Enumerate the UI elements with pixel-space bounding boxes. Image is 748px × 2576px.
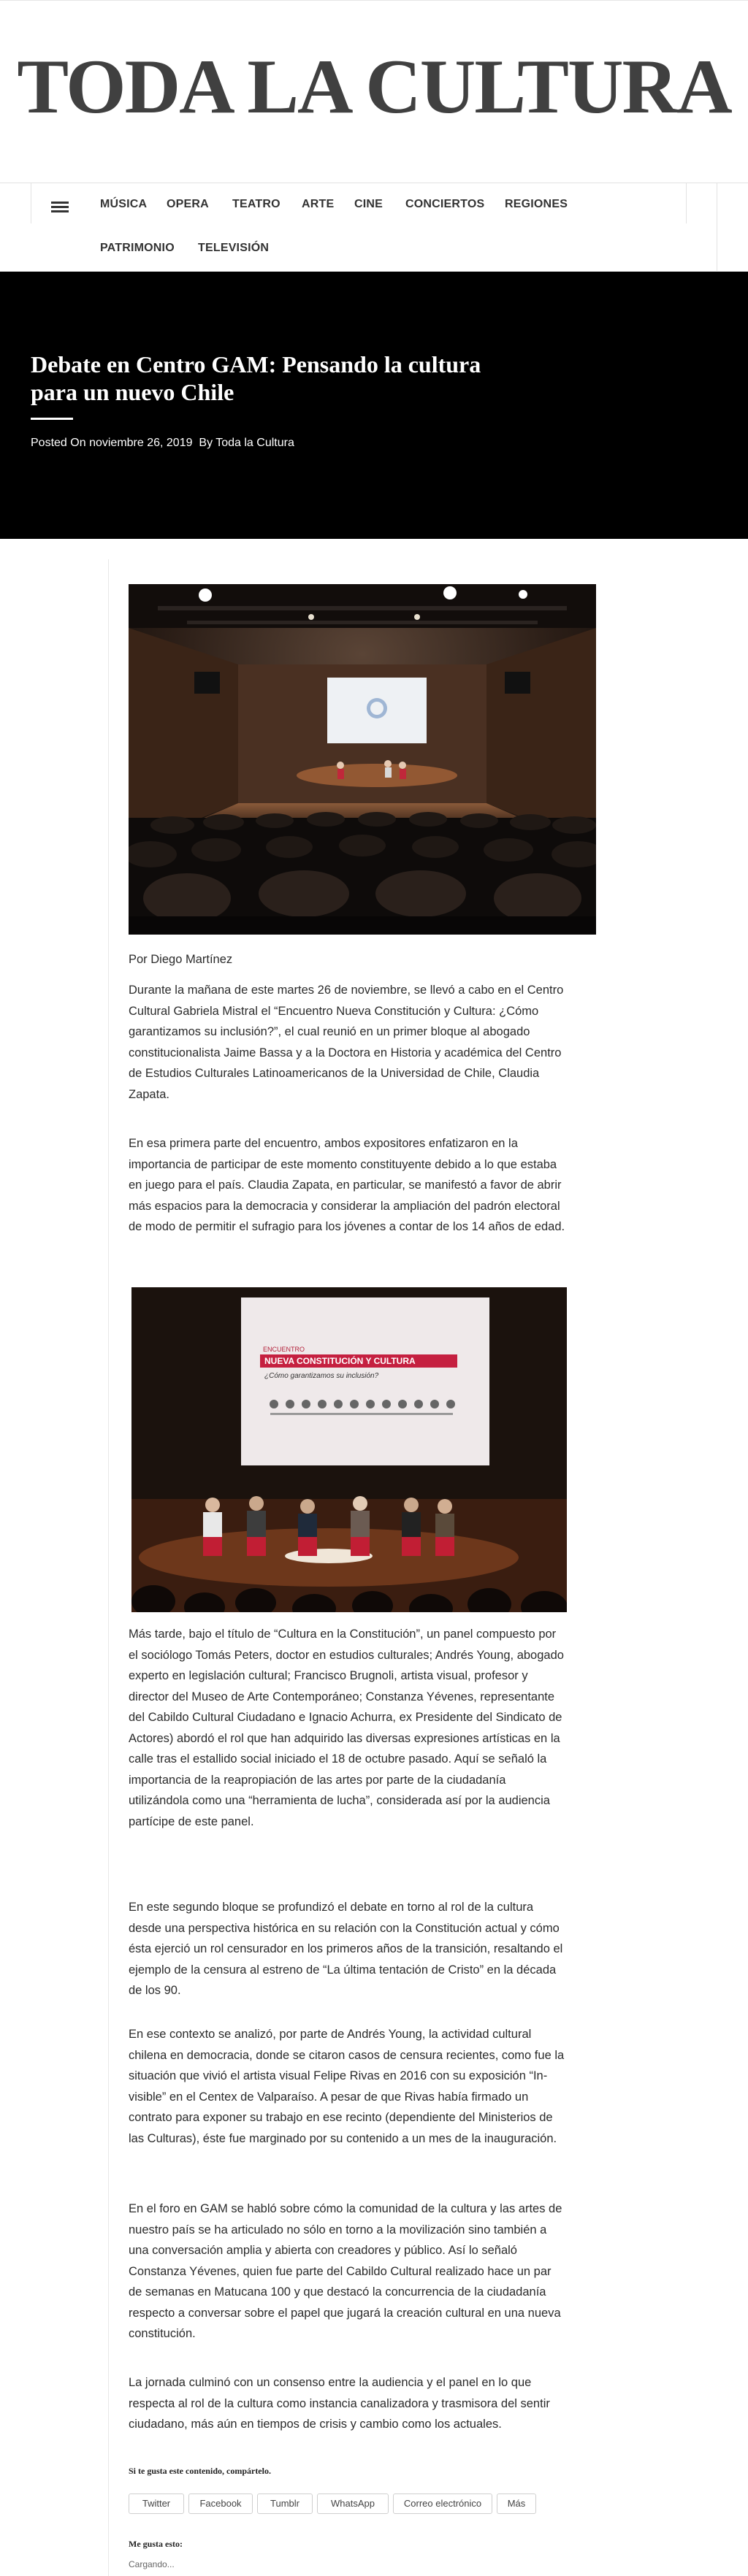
article-paragraph: En ese contexto se analizó, por parte de Andrés Young, la actividad cultural chilena en democracia, donde se citaron casos de censura recientes, como fue la situación que vivió el artista visual Felipe Rivas en 2016 con su exposición “In-visible” en el Centex de Valparaíso. A pesar de que Rivas había firmado un contrato para exponer su trabajo en ese recinto (dependiente del Ministerios de las Culturas), éste fue marginado por su contenido a un mes de la inauguración. (129, 2028, 565, 2145)
nav-item-musica[interactable]: MÚSICA (100, 198, 148, 210)
nav-item-cine[interactable]: CINE (354, 198, 383, 210)
by-label: By (199, 437, 213, 449)
nav-item-opera[interactable]: OPERA (167, 198, 209, 210)
nav-border-right (686, 183, 687, 223)
article-byline: Por Diego Martínez (129, 953, 233, 966)
nav-item-patrimonio[interactable]: PATRIMONIO (100, 242, 175, 254)
post-author[interactable]: Toda la Cultura (215, 437, 294, 449)
content-left-border (108, 559, 109, 2576)
nav-item-regiones[interactable]: REGIONES (505, 198, 568, 210)
likes-heading: Me gusta esto: (129, 2539, 183, 2549)
likes-loading: Cargando... (129, 2559, 175, 2569)
article-paragraph: Durante la mañana de este martes 26 de noviembre, se llevó a cabo en el Centro Cultural Gabriela Mistral el “Encuentro Nueva Constitución y Cultura: ¿Cómo garantizamos su inclusión?”, el cual reunió en un primer bloque al abogado constitucionalista Jaime Bassa y a la Doctora en Historia y académica del Centro de Estudios Culturales Latinoamericanos de la Universidad de Chile, Claudia Zapata. (129, 984, 564, 1101)
hamburger-menu-icon[interactable] (51, 199, 72, 214)
article-paragraph: En este segundo bloque se profundizó el debate en torno al rol de la cultura desde una perspectiva histórica en su relación con la Constitución actual y cómo ésta ejerció un rol censurador en los primeros años de la transición, resaltando el ejemplo de la censura al estreno de “La última tentación de Cristo” en la década de los 90. (129, 1901, 563, 1997)
photo-panel (131, 1287, 567, 1612)
nav-item-teatro[interactable]: TEATRO (232, 198, 280, 210)
screen-small-text: ENCUENTRO (263, 1346, 305, 1353)
nav-item-conciertos[interactable]: CONCIERTOS (405, 198, 485, 210)
share-tumblr-button[interactable]: Tumblr (257, 2493, 313, 2514)
title-underline (31, 418, 73, 420)
article-title: Debate en Centro GAM: Pensando la cultura para un nuevo Chile (31, 351, 481, 405)
posted-label: Posted On (31, 437, 86, 449)
article-paragraph: La jornada culminó con un consenso entre la audiencia y el panel en lo que respecta al rol de la cultura como instancia canalizadora y trasmisora del sentir ciudadano, más aún en tiempos de crisis y cambio como los actuales. (129, 2376, 550, 2431)
article-hero (0, 272, 748, 539)
site-title[interactable]: TODA LA CULTURA (17, 44, 731, 129)
article-paragraph: En esa primera parte del encuentro, ambos expositores enfatizaron en la importancia de participar de este momento constituyente debido a lo que estaba en juego para el país. Claudia Zapata, en particular, se manifestó a favor de abrir más espacios para la democracia y considerar la ampliación del padrón electoral de modo de permitir el sufragio para los jóvenes a contar de los 14 años de edad. (129, 1137, 565, 1233)
share-email-button[interactable]: Correo electrónico (393, 2493, 492, 2514)
share-facebook-button[interactable]: Facebook (188, 2493, 253, 2514)
site-header (0, 0, 748, 183)
nav-item-arte[interactable]: ARTE (302, 198, 335, 210)
article-paragraph: En el foro en GAM se habló sobre cómo la comunidad de la cultura y las artes de nuestro país se ha articulado no sólo en torno a la movilización sino también a una conversación amplia y abierta con creadores y público. Así lo señaló Constanza Yévenes, quien fue parte del Cabildo Cultural realizado hace un par de semanas en Matucana 100 y que destacó la concurrencia de la ciudadanía respecto a conversar sobre el papel que jugará la creación cultural en una nueva constitución. (129, 2202, 562, 2340)
article-meta (31, 437, 294, 450)
post-date[interactable]: noviembre 26, 2019 (89, 437, 193, 449)
share-whatsapp-button[interactable]: WhatsApp (317, 2493, 389, 2514)
share-more-button[interactable]: Más (497, 2493, 536, 2514)
nav-item-television[interactable]: TELEVISIÓN (198, 242, 270, 254)
share-twitter-button[interactable]: Twitter (129, 2493, 184, 2514)
screen-headline: NUEVA CONSTITUCIÓN Y CULTURA (264, 1356, 416, 1366)
main-navigation (31, 183, 717, 271)
article-paragraph: Más tarde, bajo el título de “Cultura en la Constitución”, un panel compuesto por el sociólogo Tomás Peters, doctor en estudios culturales; Andrés Young, abogado experto en legislación cultural; Francisco Brugnoli, artista visual, profesor y director del Museo de Arte Contemporáneo; Constanza Yévenes, representante del Cabildo Cultural Ciudadano e Ignacio Achurra, ex Presidente del Sindicato de Actores) abordó el rol que han adquirido las diversas expresiones artísticas en la calle tras el estallido social iniciado el 18 de octubre pasado. Aquí se señaló la importancia de la reapropiación de las artes por parte de la ciudadanía utilizándola como una “herramienta de lucha”, considerada así por la audiencia partícipe de este panel. (129, 1628, 564, 1828)
share-heading: Si te gusta este contenido, compártelo. (129, 2466, 271, 2476)
photo-auditorium (129, 584, 596, 935)
screen-subtitle: ¿Cómo garantizamos su inclusión? (264, 1372, 379, 1380)
